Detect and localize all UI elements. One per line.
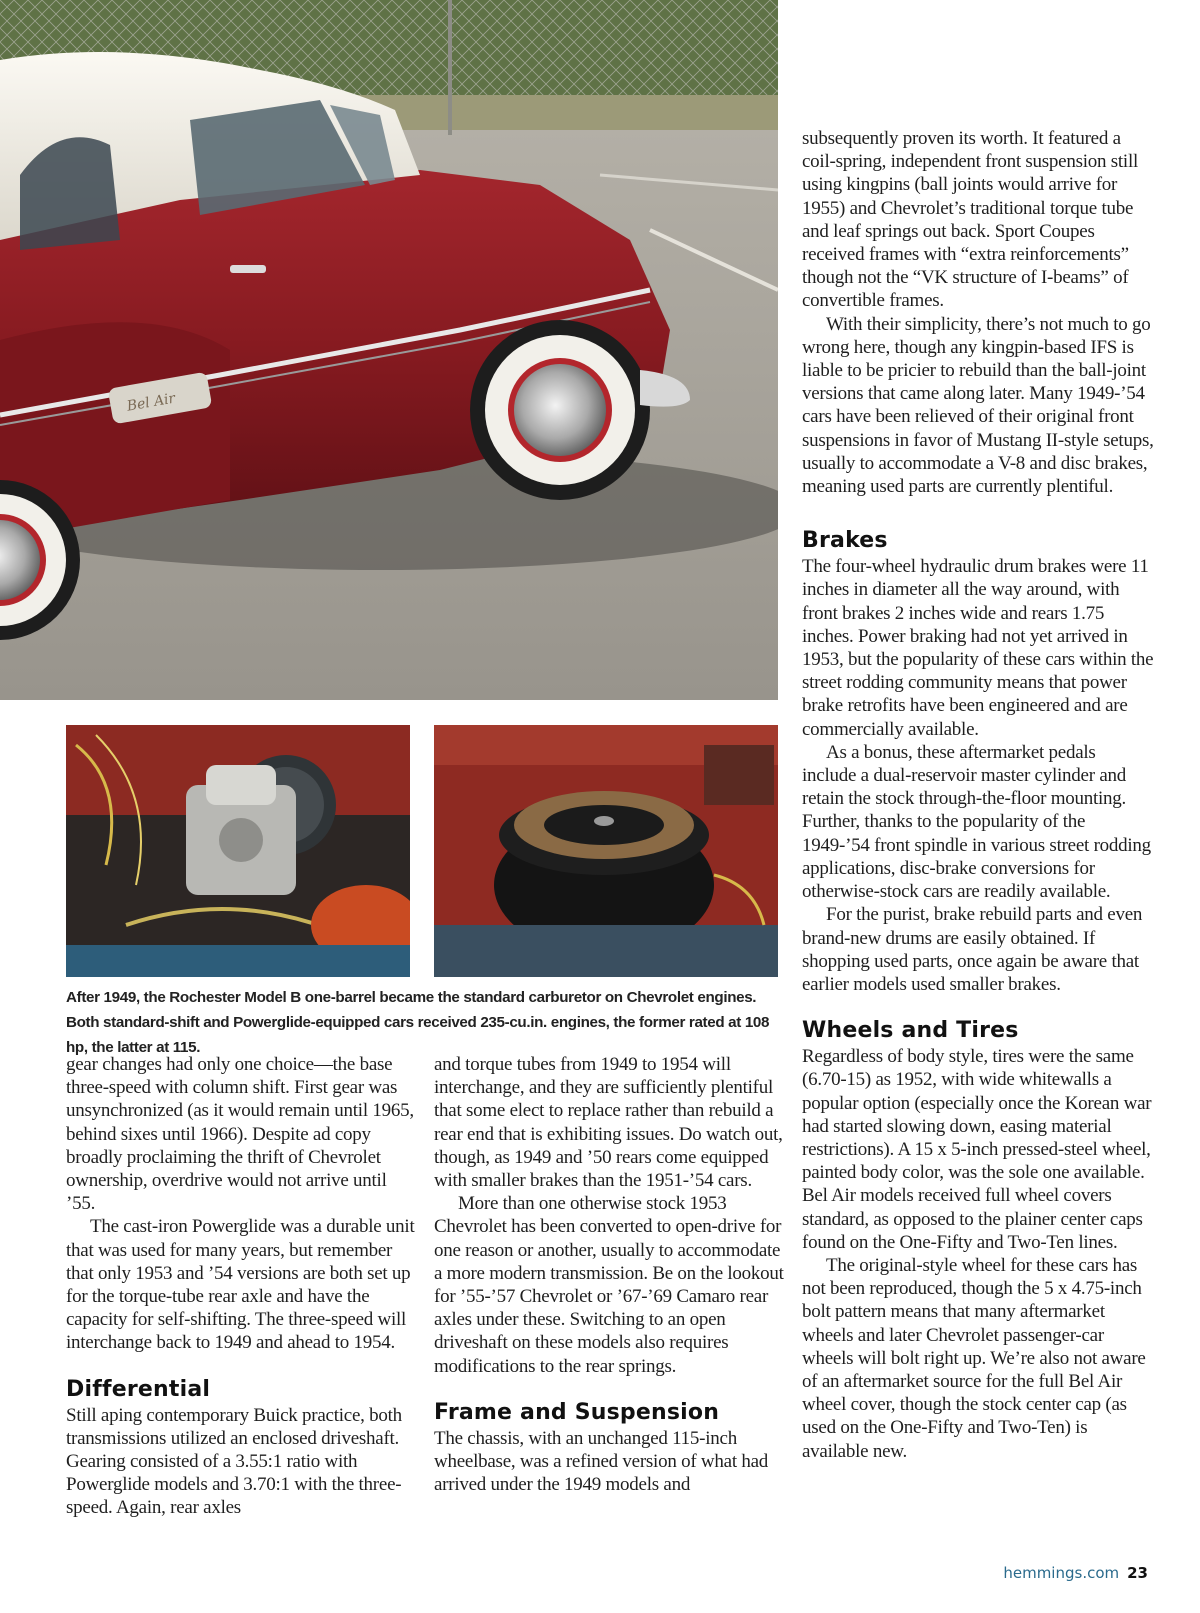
section-heading-brakes: Brakes <box>802 528 888 554</box>
air-cleaner-illustration <box>434 725 778 977</box>
body-paragraph: The chassis, with an unchanged 115-inch wheelbase, was a refined version of what had arrived under the 1949 models and <box>434 1427 769 1496</box>
text-column-3 <box>802 127 1154 1463</box>
body-paragraph: As a bonus, these aftermarket pedals include a dual-reservoir master cylinder and retain the stock through-the-floor mounting. Further, thanks to the popularity of the 1949-’54 front spindle in various street rodding applications, disc-brake conversions for otherwise-stock cars are readily available. <box>802 741 1151 903</box>
carburetor-photo <box>66 725 410 977</box>
site-url: hemmings.com <box>1003 1564 1120 1582</box>
body-paragraph: The original-style wheel for these cars has not been reproduced, though the 5 x 4.75-inch bolt pattern means that many aftermarket wheels and later Chevrolet passenger-car wheels will bolt right up. We’re also not aware of an aftermarket source for the full Bel Air wheel cover, though the stock center cap (as used on the One-Fifty and Two-Ten) is available new. <box>802 1254 1146 1462</box>
section-heading-differential: Differential <box>66 1376 211 1402</box>
body-paragraph: For the purist, brake rebuild parts and even brand-new drums are easily obtained. If shopping used parts, once again be aware that earlier models used smaller brakes. <box>802 904 1143 995</box>
body-paragraph: gear changes had only one choice—the base three-speed with column shift. First gear was unsynchronized (as it would remain until 1965, behind sixes until 1966). Despite ad copy broadly proclaiming the thrift of Chevrolet ownership, overdrive would not arrive until ’55. <box>66 1054 414 1215</box>
body-paragraph: The four-wheel hydraulic drum brakes were 11 inches in diameter all the way around, with front brakes 2 inches wide and rears 1.75 inches. Power braking had not yet arrived in 1953, but the popularity of these cars within the street rodding community means that power brake retrofits have been engineered and are commercially available. <box>802 556 1154 740</box>
body-paragraph: The cast-iron Powerglide was a durable unit that was used for many years, but remember that only 1953 and ’54 versions are both set up for the torque-tube rear axle and have the capacity for self-shifting. The three-speed will interchange back to 1949 and ahead to 1954. <box>66 1216 415 1354</box>
body-paragraph: More than one otherwise stock 1953 Chevrolet has been converted to open-drive for one reason or another, usually to accommodate a more modern transmission. Be on the lookout for ’55-’57 Chevrolet or ’67-’69 Camaro rear axles under these. Switching to an open driveshaft on these models also requires modifications to the rear springs. <box>434 1193 784 1377</box>
photo-caption: After 1949, the Rochester Model B one-barrel became the standard carburetor on Chevrolet engines. Both standard-shift and Powerglide-equipped cars received 235-cu.in. engines, the former rated at 108 hp, the latter at 115. <box>66 989 770 1056</box>
body-paragraph: subsequently proven its worth. It featured a coil-spring, independent front suspension still using kingpins (ball joints would arrive for 1955) and Chevrolet’s traditional torque tube and leaf springs out back. Sport Coupes received frames with “extra reinforcements” though not the “VK structure of I-beams” of convertible frames. <box>802 128 1139 312</box>
hero-photo <box>0 0 778 700</box>
car-illustration <box>0 0 778 700</box>
bel-air-badge: Bel Air <box>125 390 177 415</box>
text-column-2 <box>434 1053 786 1496</box>
page-footer <box>1003 1564 1148 1582</box>
page-number: 23 <box>1127 1564 1148 1582</box>
text-column-1 <box>66 1053 418 1520</box>
section-heading-frame-suspension: Frame and Suspension <box>434 1399 720 1425</box>
carburetor-illustration <box>66 725 410 977</box>
body-paragraph: Still aping contemporary Buick practice, both transmissions utilized an enclosed driveshaft. Gearing consisted of a 3.55:1 ratio with Powerglide models and 3.70:1 with the three-speed. Again, rear axles <box>66 1404 402 1519</box>
air-cleaner-photo <box>434 725 778 977</box>
section-heading-wheels-tires: Wheels and Tires <box>802 1018 1019 1044</box>
body-paragraph: Regardless of body style, tires were the same (6.70-15) as 1952, with wide whitewalls a popular option (especially once the Korean war had started slowing down, easing material restrictions). A 15 x 5-inch pressed-steel wheel, painted body color, was the sole one available. Bel Air models received full wheel covers standard, as opposed to the plainer center caps found on the One-Fifty and Two-Ten lines. <box>802 1046 1152 1253</box>
body-paragraph: With their simplicity, there’s not much to go wrong here, though any kingpin-based IFS is liable to be pricier to rebuild than the ball-joint versions that came along later. Many 1949-’54 cars have been relieved of their original front suspensions in favor of Mustang II-style setups, usually to accommodate a V-8 and disc brakes, meaning used parts are currently plentiful. <box>802 313 1154 498</box>
body-paragraph: and torque tubes from 1949 to 1954 will interchange, and they are sufficiently plentiful that some elect to replace rather than rebuild a rear end that is exhibiting issues. Do watch out, though, as 1949 and ’50 rears come equipped with smaller brakes than the 1951-’54 cars. <box>434 1054 783 1192</box>
